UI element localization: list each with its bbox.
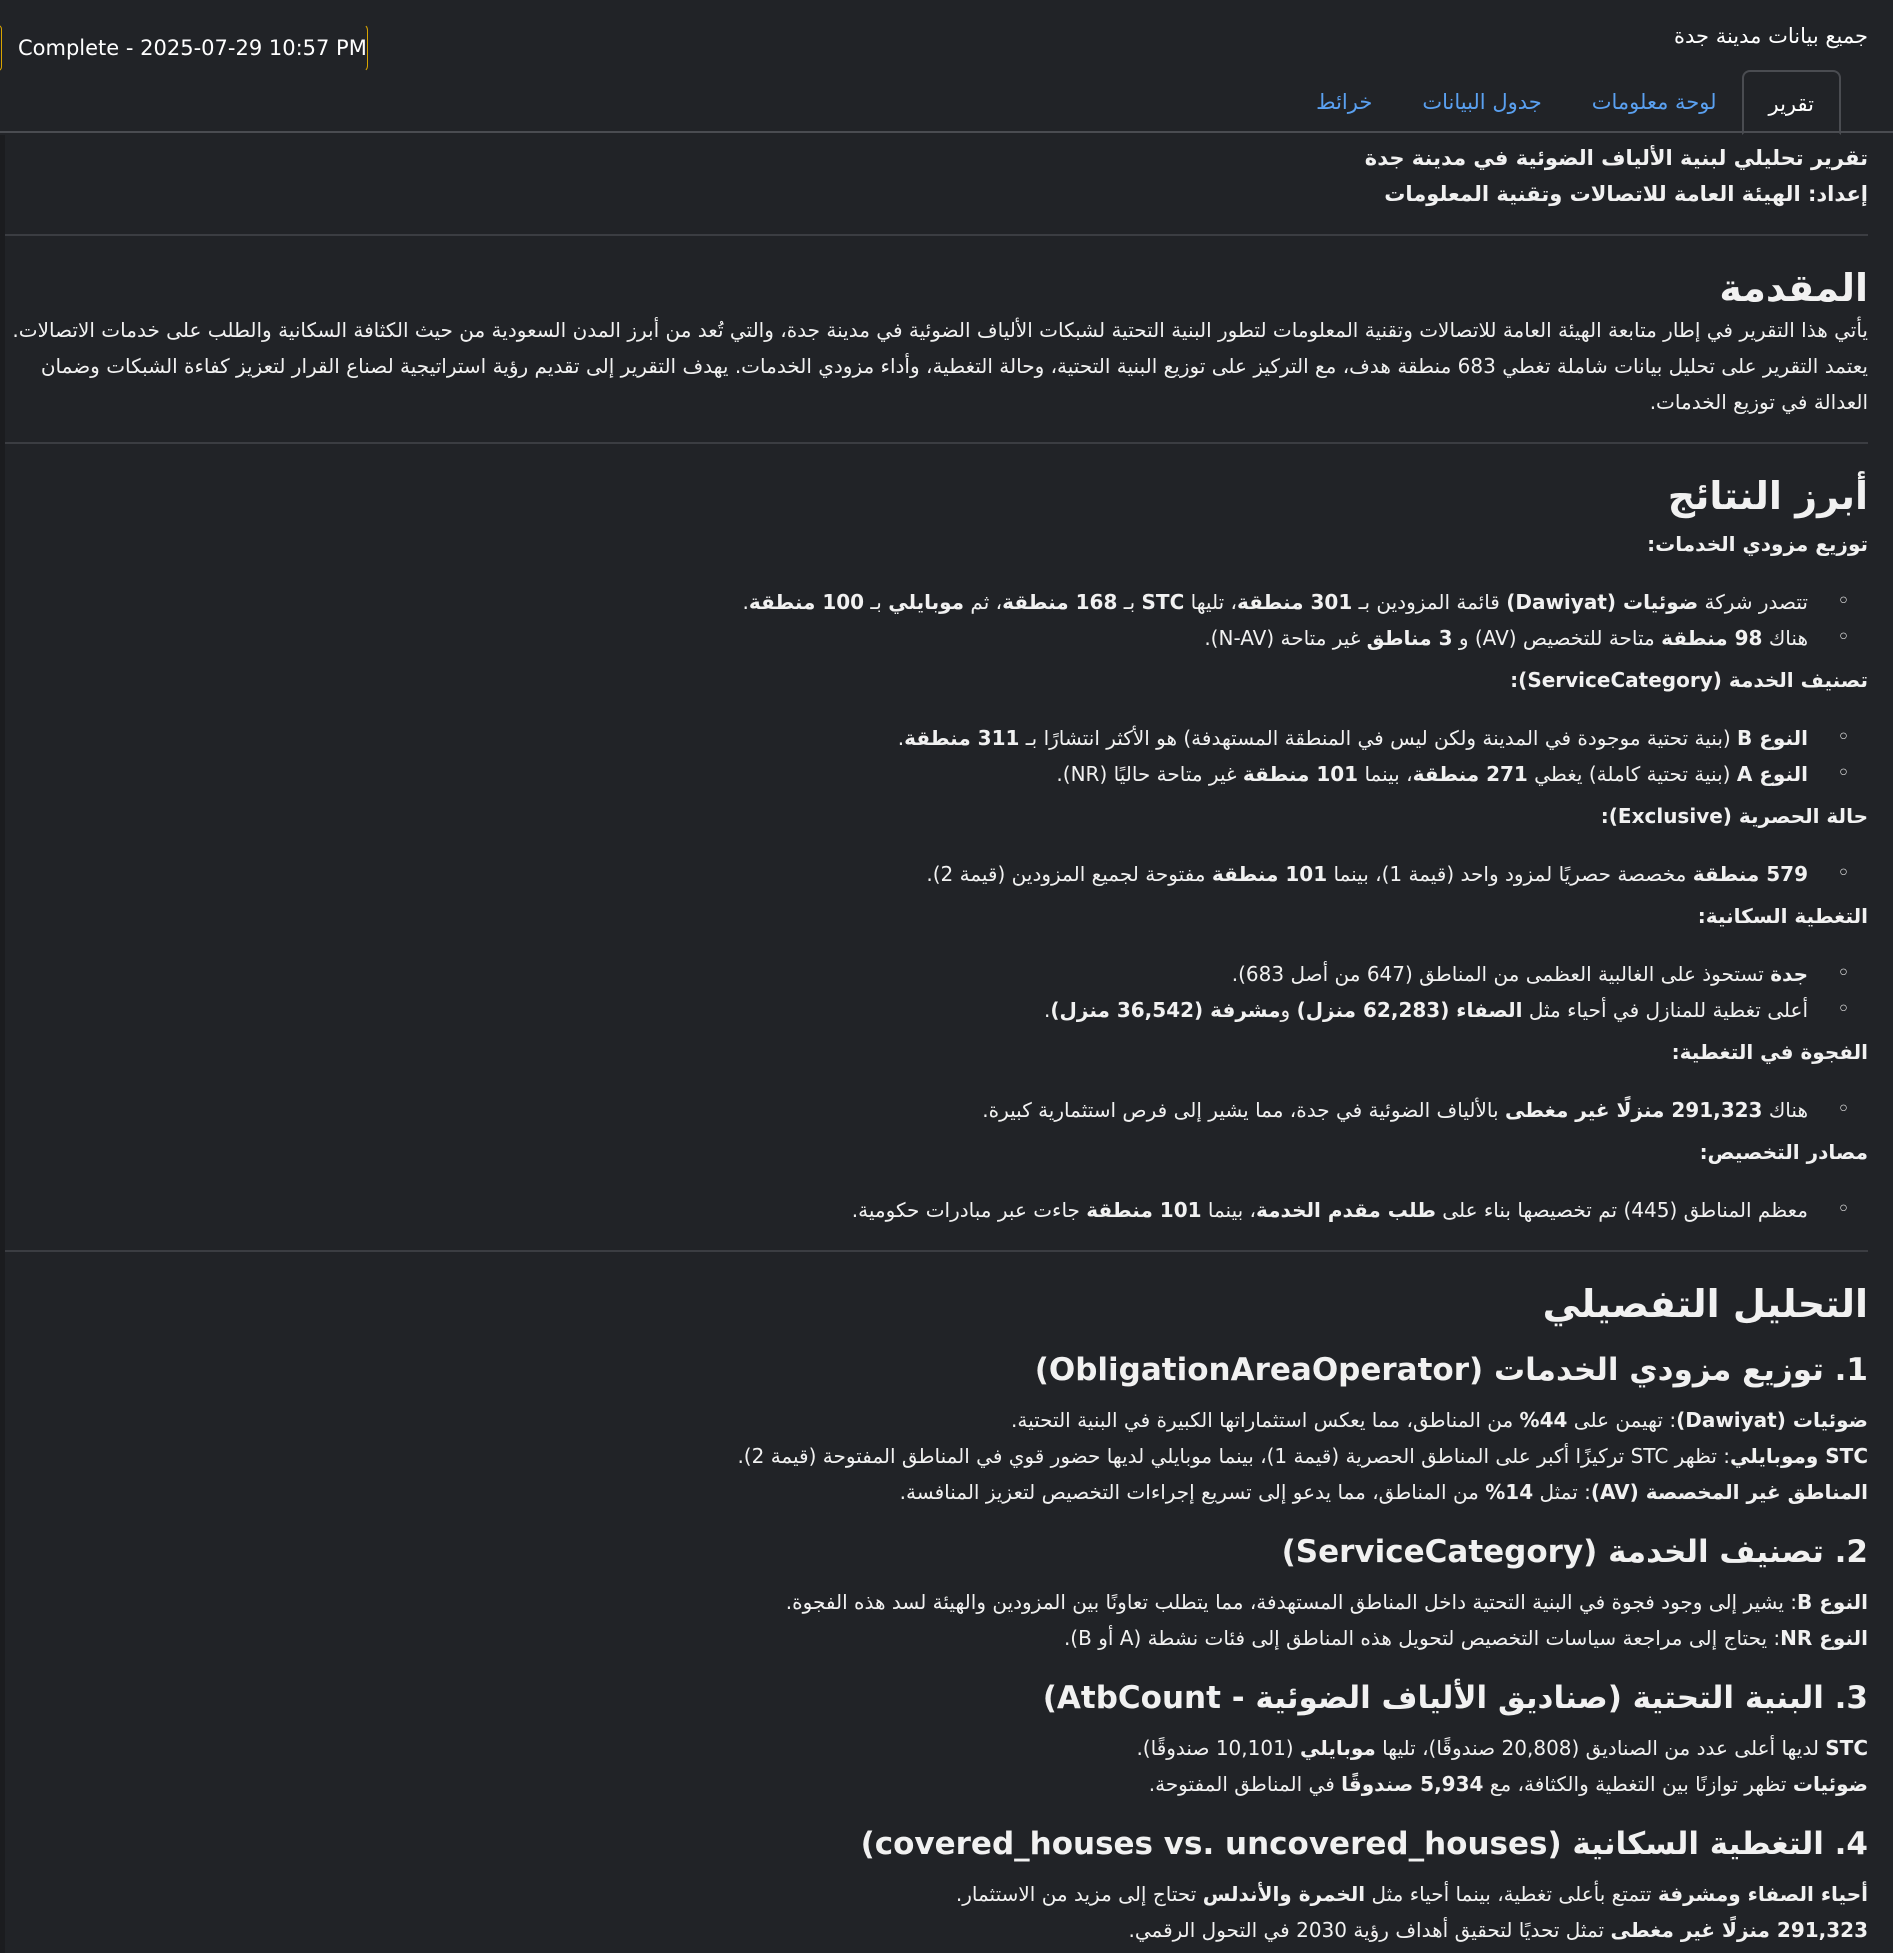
text-run: غير متاحة حاليًا (NR). bbox=[1056, 762, 1243, 786]
text-run: : يشير إلى وجود فجوة في البنية التحتية داخل المناطق المستهدفة، مما يتطلب تعاونًا بين المزودين والهيئة لسد هذه الفجوة. bbox=[785, 1590, 1798, 1614]
text-run: يأتي هذا التقرير في إطار متابعة الهيئة العامة للاتصالات وتقنية المعلومات لتطور البنية التحتية لشبكات الألياف الضوئية في مدينة جدة، والتي تُعد من أبرز المدن السعودية من حيث الكثافة السكانية والطلب على خدمات الاتصالات. يعتمد التقرير على تحليل بيانات شاملة تغطي 683 منطقة هدف، مع التركيز على توزيع البنية التحتية، وحالة التغطية، وأداء مزودي الخدمات. يهدف التقرير إلى تقديم رؤية استراتيجية لصناع القرار لتعزيز كفاءة الشبكات وضمان العدالة في توزيع الخدمات. bbox=[12, 318, 1868, 414]
analysis-subheading: 3. البنية التحتية (صناديق الألياف الضوئية - AtbCount) bbox=[1042, 1680, 1868, 1716]
findings-subheading: التغطية السكانية: bbox=[1697, 904, 1868, 928]
bold-text: STC bbox=[1825, 1736, 1868, 1760]
analysis-paragraph bbox=[5, 1438, 1868, 1474]
bold-text: 14% bbox=[1485, 1480, 1534, 1504]
bold-text: مشرفة (36,542 منزل) bbox=[1050, 998, 1281, 1022]
text-run: . bbox=[742, 590, 749, 614]
analysis-subheading: 1. توزيع مزودي الخدمات (ObligationAreaOperator) bbox=[1034, 1352, 1868, 1388]
intro-heading: المقدمة bbox=[1719, 266, 1868, 310]
findings-list bbox=[5, 1092, 1868, 1128]
bold-text: 98 منطقة bbox=[1661, 626, 1763, 650]
text-run: معظم المناطق (445) تم تخصيصها بناء على bbox=[1435, 1198, 1808, 1222]
analysis-section bbox=[5, 1348, 1868, 1948]
text-run: تتصدر شركة bbox=[1698, 590, 1808, 614]
list-item bbox=[5, 620, 1808, 656]
text-run: بالألياف الضوئية في جدة، مما يشير إلى فرص استثمارية كبيرة. bbox=[982, 1098, 1505, 1122]
findings-subheading: الفجوة في التغطية: bbox=[1671, 1040, 1868, 1064]
analysis-paragraph bbox=[5, 1620, 1868, 1656]
findings-list bbox=[5, 584, 1868, 656]
app-title: جميع بيانات مدينة جدة bbox=[1674, 24, 1868, 48]
report-author: إعداد: الهيئة العامة للاتصالات وتقنية المعلومات bbox=[1384, 182, 1868, 206]
text-run: . bbox=[897, 726, 905, 750]
intro-paragraph bbox=[5, 312, 1868, 420]
text-run: : تمثل bbox=[1533, 1480, 1591, 1504]
text-run: ، تليها bbox=[1184, 590, 1237, 614]
report-title: تقرير تحليلي لبنية الألياف الضوئية في مدينة جدة bbox=[1364, 146, 1868, 170]
divider bbox=[5, 234, 1868, 236]
analysis-paragraph bbox=[5, 1730, 1868, 1766]
text-run: ، بينما bbox=[1201, 1198, 1257, 1222]
bold-text: النوع A bbox=[1736, 762, 1808, 786]
bold-text: ضوئيات (Dawiyat) bbox=[1506, 590, 1699, 614]
bold-text: 271 منطقة bbox=[1412, 762, 1528, 786]
top-bar bbox=[0, 0, 1893, 80]
text-run: تمثل تحديًا لتحقيق أهداف رؤية 2030 في التحول الرقمي. bbox=[1128, 1918, 1611, 1942]
bold-text: STC bbox=[1141, 590, 1185, 614]
list-item bbox=[5, 720, 1808, 756]
analysis-subheading: 4. التغطية السكانية (covered_houses vs. uncovered_houses) bbox=[860, 1826, 1868, 1862]
text-run: : يحتاج إلى مراجعة سياسات التخصيص لتحويل هذه المناطق إلى فئات نشطة (A أو B). bbox=[1063, 1626, 1781, 1650]
text-run: (بنية تحتية موجودة في المدينة ولكن ليس في المنطقة المستهدفة) هو الأكثر انتشارًا بـ bbox=[1019, 726, 1738, 750]
bold-text: 3 مناطق bbox=[1366, 626, 1453, 650]
bold-text: النوع B bbox=[1737, 726, 1808, 750]
divider bbox=[5, 442, 1868, 444]
text-run: ، بينما bbox=[1358, 762, 1413, 786]
bold-text: 168 منطقة bbox=[1002, 590, 1118, 614]
bold-text: 311 منطقة bbox=[904, 726, 1020, 750]
analysis-paragraph bbox=[5, 1766, 1868, 1802]
text-run: تحتاج إلى مزيد من الاستثمار. bbox=[955, 1882, 1203, 1906]
tab-bar bbox=[0, 70, 1893, 133]
text-run: ، ثم bbox=[964, 590, 1003, 614]
text-run: تتمتع بأعلى تغطية، بينما أحياء مثل bbox=[1365, 1882, 1658, 1906]
text-run: : تهيمن على bbox=[1567, 1408, 1677, 1432]
text-run: متاحة للتخصيص (AV) و bbox=[1452, 626, 1662, 650]
text-run: من المناطق، مما يدعو إلى تسريع إجراءات التخصيص لتعزيز المنافسة. bbox=[899, 1480, 1486, 1504]
analysis-paragraph bbox=[5, 1402, 1868, 1438]
findings-heading: أبرز النتائج bbox=[1667, 474, 1868, 518]
text-run: في المناطق المفتوحة. bbox=[1148, 1772, 1342, 1796]
bold-text: النوع B bbox=[1797, 1590, 1868, 1614]
text-run: (10,101 صندوقًا). bbox=[1136, 1736, 1300, 1760]
text-run: هناك bbox=[1762, 626, 1808, 650]
bold-text: موبايلي bbox=[1299, 1736, 1376, 1760]
bold-text: 291,323 منزلًا غير مغطى bbox=[1610, 1918, 1868, 1942]
text-run: مخصصة حصريًا لمزود واحد (قيمة 1)، بينما bbox=[1327, 862, 1693, 886]
text-run: (بنية تحتية كاملة) يغطي bbox=[1527, 762, 1737, 786]
bold-text: الصفاء (62,283 منزل) bbox=[1296, 998, 1523, 1022]
findings-subheading: تصنيف الخدمة (ServiceCategory): bbox=[1510, 668, 1868, 692]
list-item bbox=[5, 756, 1808, 792]
bold-text: 301 منطقة bbox=[1236, 590, 1353, 614]
tab-report[interactable]: تقرير bbox=[1742, 70, 1842, 135]
bold-text: ضوئيات (Dawiyat) bbox=[1676, 1408, 1868, 1432]
tab-maps[interactable]: خرائط bbox=[1316, 90, 1373, 114]
status-badge: Complete - 2025-07-29 10:57 PM bbox=[0, 24, 368, 72]
text-run: و bbox=[1280, 998, 1297, 1022]
bold-text: 101 منطقة bbox=[1211, 862, 1328, 886]
analysis-heading: التحليل التفصيلي bbox=[1542, 1282, 1868, 1326]
text-run: غير متاحة (N-AV). bbox=[1204, 626, 1367, 650]
analysis-paragraph bbox=[5, 1474, 1868, 1510]
text-run: تستحوذ على الغالبية العظمى من المناطق (647 من أصل 683). bbox=[1231, 962, 1771, 986]
bold-text: 44% bbox=[1519, 1408, 1568, 1432]
text-run: مفتوحة لجميع المزودين (قيمة 2). bbox=[926, 862, 1212, 886]
bold-text: 291,323 منزلًا غير مغطى bbox=[1504, 1098, 1763, 1122]
findings-list bbox=[5, 956, 1868, 1028]
bold-text: 100 منطقة bbox=[748, 590, 865, 614]
tab-data-table[interactable]: جدول البيانات bbox=[1422, 90, 1542, 114]
findings-list bbox=[5, 720, 1868, 792]
list-item bbox=[5, 1192, 1808, 1228]
findings-list bbox=[5, 856, 1868, 892]
findings-subheading: توزيع مزودي الخدمات: bbox=[1647, 532, 1868, 556]
text-run: بـ bbox=[864, 590, 889, 614]
text-run: تظهر توازنًا بين التغطية والكثافة، مع bbox=[1483, 1772, 1793, 1796]
findings-subheading: مصادر التخصيص: bbox=[1699, 1140, 1868, 1164]
report-content bbox=[5, 133, 1868, 1948]
analysis-subheading: 2. تصنيف الخدمة (ServiceCategory) bbox=[1281, 1534, 1868, 1570]
bold-text: المناطق غير المخصصة (AV) bbox=[1590, 1480, 1868, 1504]
bold-text: 101 منطقة bbox=[1086, 1198, 1202, 1222]
text-run: لديها أعلى عدد من الصناديق (20,808 صندوقًا)، تليها bbox=[1375, 1736, 1826, 1760]
text-run: قائمة المزودين بـ bbox=[1352, 590, 1507, 614]
bold-text: جدة bbox=[1770, 962, 1808, 986]
text-run: هناك bbox=[1762, 1098, 1808, 1122]
text-run: من المناطق، مما يعكس استثماراتها الكبيرة في البنية التحتية. bbox=[1010, 1408, 1520, 1432]
bold-text: أحياء الصفاء ومشرفة bbox=[1657, 1882, 1868, 1906]
findings-subheading: حالة الحصرية (Exclusive): bbox=[1600, 804, 1868, 828]
text-run: جاءت عبر مبادرات حكومية. bbox=[851, 1198, 1087, 1222]
text-run: أعلى تغطية للمنازل في أحياء مثل bbox=[1522, 998, 1808, 1022]
list-item bbox=[5, 856, 1808, 892]
text-run: بـ bbox=[1117, 590, 1142, 614]
analysis-paragraph bbox=[5, 1584, 1868, 1620]
divider bbox=[5, 1250, 1868, 1252]
findings-section bbox=[5, 526, 1868, 1228]
list-item bbox=[5, 956, 1808, 992]
bold-text: 101 منطقة bbox=[1242, 762, 1359, 786]
bold-text: الخمرة والأندلس bbox=[1202, 1882, 1366, 1906]
bold-text: النوع NR bbox=[1780, 1626, 1868, 1650]
list-item bbox=[5, 1092, 1808, 1128]
tab-dashboard[interactable]: لوحة معلومات bbox=[1591, 90, 1717, 114]
bold-text: طلب مقدم الخدمة bbox=[1256, 1198, 1436, 1222]
analysis-paragraph bbox=[5, 1876, 1868, 1912]
analysis-paragraph bbox=[5, 1912, 1868, 1948]
list-item bbox=[5, 992, 1808, 1028]
bold-text: 579 منطقة bbox=[1692, 862, 1808, 886]
bold-text: 5,934 صندوقًا bbox=[1341, 1772, 1484, 1796]
bold-text: موبايلي bbox=[888, 590, 965, 614]
text-run: : تظهر STC تركيزًا أكبر على المناطق الحصرية (قيمة 1)، بينما موبايلي لديها حضور قوي في المناطق المفتوحة (قيمة 2). bbox=[737, 1444, 1731, 1468]
text-run: . bbox=[1044, 998, 1051, 1022]
bold-text: ضوئيات bbox=[1792, 1772, 1868, 1796]
findings-list bbox=[5, 1192, 1868, 1228]
bold-text: STC وموبايلي bbox=[1730, 1444, 1868, 1468]
list-item bbox=[5, 584, 1808, 620]
